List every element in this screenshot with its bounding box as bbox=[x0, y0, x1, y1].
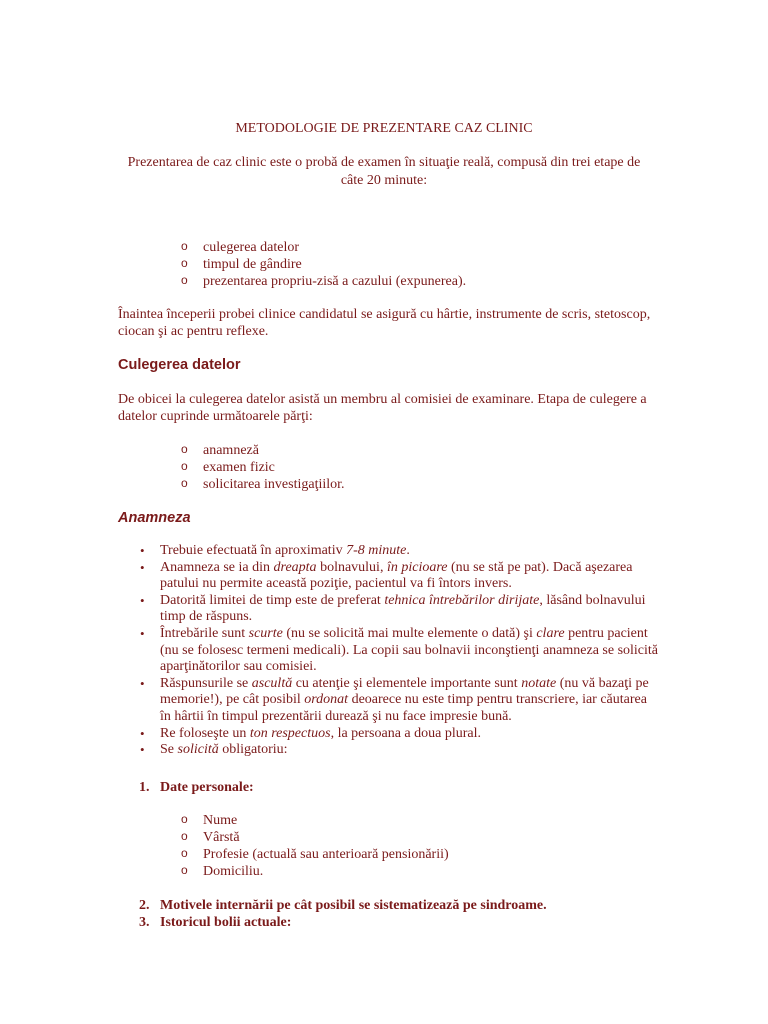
personal-data-list bbox=[181, 812, 601, 880]
list-item: o Vârstă bbox=[181, 829, 601, 846]
list-item: o Profesie (actuală sau anterioară pensionării) bbox=[181, 846, 601, 863]
list-item: o solicitarea investigaţiilor. bbox=[181, 476, 601, 493]
section-heading-culegerea: Culegerea datelor bbox=[118, 357, 241, 373]
document-title: METODOLOGIE DE PREZENTARE CAZ CLINIC bbox=[235, 121, 533, 136]
list-item: • Răspunsurile se ascultă cu atenţie şi elementele importante sunt notate (nu vă bazaţi pe memorie!), pe cât posibil ordonat deoarece nu este timp pentru transcriere, iar căutarea în hârtii în timpul prezentării durează şi nu face impresie bună. bbox=[140, 676, 660, 726]
preparation-paragraph: Înaintea începerii probei clinice candidatul se asigură cu hârtie, instrumente de scris, stetoscop, ciocan şi ac pentru reflexe. bbox=[118, 307, 651, 339]
numbered-list-2 bbox=[139, 897, 659, 931]
anamneza-bullets bbox=[140, 543, 660, 759]
list-item: o examen fizic bbox=[181, 459, 601, 476]
list-item: 3. Istoricul bolii actuale: bbox=[139, 915, 292, 930]
list-item: • Se solicită obligatoriu: bbox=[140, 742, 660, 759]
list-item: o prezentarea propriu-zisă a cazului (expunerea). bbox=[181, 273, 601, 290]
list-item: • Re foloseşte un ton respectuos, la persoana a doua plural. bbox=[140, 726, 660, 743]
culegerea-paragraph: De obicei la culegerea datelor asistă un membru al comisiei de examinare. Etapa de culegere a datelor cuprinde următoarele părţi: bbox=[118, 392, 647, 424]
list-item: 2. Motivele internării pe cât posibil se sistematizează pe sindroame. bbox=[139, 898, 547, 913]
list-item: o anamneză bbox=[181, 442, 601, 459]
list-item: o timpul de gândire bbox=[181, 256, 601, 273]
list-item: • Trebuie efectuată în aproximativ 7-8 minute. bbox=[140, 543, 660, 560]
list-item: • Întrebările sunt scurte (nu se solicită mai multe elemente o dată) şi clare pentru pacient (nu se folosesc termeni medicali). La copii sau bolnavii inconştienţi anamneza se solicită aparţinătorilor sau comisiei. bbox=[140, 626, 660, 676]
stages-list bbox=[181, 239, 601, 290]
numbered-list-1 bbox=[139, 779, 659, 796]
list-item: o culegerea datelor bbox=[181, 239, 601, 256]
list-item: o Nume bbox=[181, 812, 601, 829]
list-item: o Domiciliu. bbox=[181, 863, 601, 880]
section-heading-anamneza: Anamneza bbox=[118, 510, 191, 526]
list-item: • Datorită limitei de timp este de preferat tehnica întrebărilor dirijate, lăsând bolnavului timp de răspuns. bbox=[140, 593, 660, 626]
list-item: • Anamneza se ia din dreapta bolnavului, în picioare (nu se stă pe pat). Dacă aşezarea patului nu permite această poziţie, pacientul va fi întors invers. bbox=[140, 560, 660, 593]
parts-list bbox=[181, 442, 601, 493]
list-item: 1. Date personale: bbox=[139, 780, 254, 795]
intro-paragraph: Prezentarea de caz clinic este o probă de examen în situaţie reală, compusă din trei etape de câte 20 minute: bbox=[127, 155, 641, 188]
